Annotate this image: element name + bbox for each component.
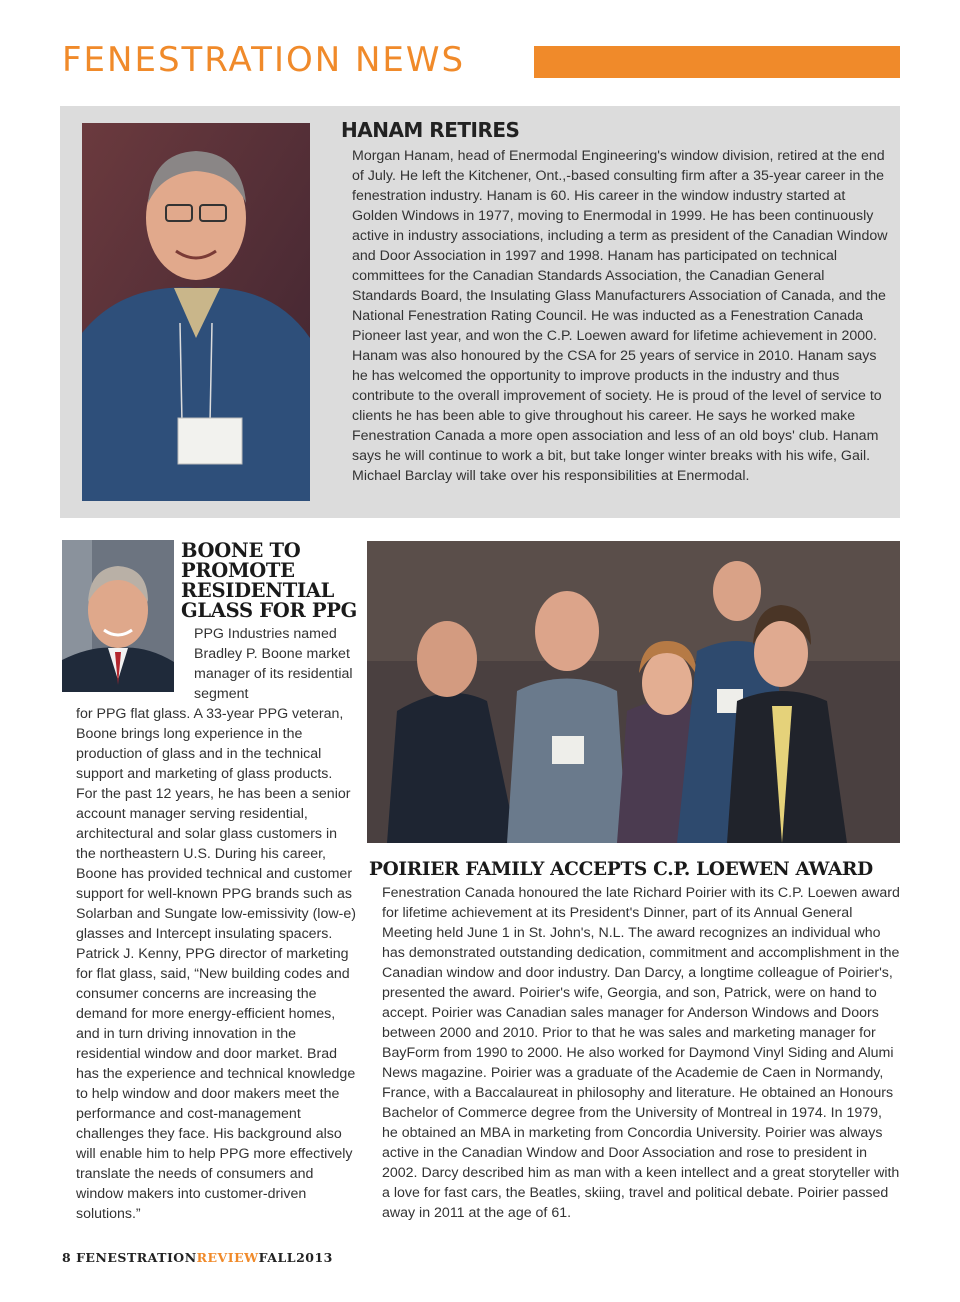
issue-label: FALL2013 [258,1250,333,1265]
boone-intro-text: PPG Industries named Bradley P. Boone market manager of its residential segment [194,626,353,702]
page-footer [62,1250,333,1265]
title-accent-bar [534,46,900,78]
publication-name-part1: FENESTRATION [76,1250,197,1265]
publication-name-part2: REVIEW [196,1250,259,1265]
hanam-paragraph: Morgan Hanam, head of Enermodal Engineering's window division, retired at the end of July. He left the Kitchener, Ont.,-based consulting firm after a 35-year career in the fenestration industry. Hanam is 60. His career in the window industry started at Golden Windows in 1977, moving to Enermodal in 1999. He has been continuously active in industry associations, including a term as president of the Canadian Window and Door Association in 1997 and 1998. Hanam has participated on technical committees for the Canadian Standards Association, the Canadian General Standards Board, the Insulating Glass Manufacturers Association of Canada, and the National Fenestration Rating Council. He was inducted as a Fenestration Canada Pioneer last year, and won the C.P. Loewen award for lifetime achievement in 2000. Hanam was also honoured by the CSA for 25 years of service in 2010. Hanam says he has welcomed the opportunity to improve products in the industry and thus contribute to the overall improvement of society. He is proud of the level of service to clients he has been able to give throughout his career. He says he worked make Fenestration Canada a more open association and less of an old boys' club. Hanam says he will continue to work a bit, but take longer winter breaks with his wife, Gail. Michael Barclay will take over his responsibilities at Enermodal. [352,148,888,484]
section-title: FENESTRATION NEWS [62,40,466,80]
hanam-portrait-photo [82,123,310,501]
hanam-article-body [352,146,890,486]
boone-portrait-photo [62,540,174,692]
boone-article-body: for PPG flat glass. A 33-year PPG veteran, Boone brings long experience in the production of glass and in the technical support and marketing of glass products. For the past 12 years, he has been a senior account manager serving residential, architectural and solar glass customers in the northeastern U.S. During his career, Boone has provided technical and customer support for well-known PPG brands such as Solarban and Sungate low-emissivity (low-e) glasses and Intercept insulating spacers. Patrick J. Kenny, PPG director of marketing for flat glass, said, “New building codes and consumer concerns are increasing the demand for more energy-efficient homes, and in turn driving innovation in the residential window and door market. Brad has the experience and technical knowledge to help window and door makers meet the performance and cost-management challenges they face. His background also will enable him to help PPG more effectively translate the needs of consumers and window makers into customer-driven solutions.” [76,706,356,1222]
poirier-headline: POIRIER FAMILY ACCEPTS C.P. LOEWEN AWARD [369,859,873,880]
poirier-award-group-photo [367,541,900,843]
hanam-headline: HANAM RETIRES [341,118,520,142]
poirier-article-body: Fenestration Canada honoured the late Richard Poirier with its C.P. Loewen award for lifetime achievement at its President's Dinner, part of its Annual General Meeting held June 1 in St. John's, N.L. The award recognizes an individual who has demonstrated outstanding dedication, commitment and accomplishment in the Canadian window and door industry. Dan Darcy, a longtime colleague of Poirier's, presented the award. Poirier's wife, Georgia, and son, Patrick, were on hand to accept. Poirier was Canadian sales manager for Anderson Windows and Doors between 2000 and 2010. Prior to that he was sales and marketing manager for BayForm from 1990 to 2000. He also worked for Daymond Vinyl Siding and Alumi News magazine. Poirier was a graduate of the Academie de Caen in Normandy, France, with a Baccalaureat in philosophy and literature. He obtained an Honours Bachelor of Commerce degree from the University of Montreal in 1974. In 1979, he obtained an MBA in marketing from Concordia University. Poirier was always active in the Canadian Window and Door Association and rose to president in 2002. Darcy described him as man with a keen intellect and a great storyteller with a love for fast cars, the Beatles, skiing, travel and political debate. Poirier passed away in 2011 at the age of 61. [382,885,900,1221]
page-number: 8 [62,1250,72,1265]
boone-headline: BOONE TO PROMOTE RESIDENTIAL GLASS FOR PPG [181,539,357,622]
